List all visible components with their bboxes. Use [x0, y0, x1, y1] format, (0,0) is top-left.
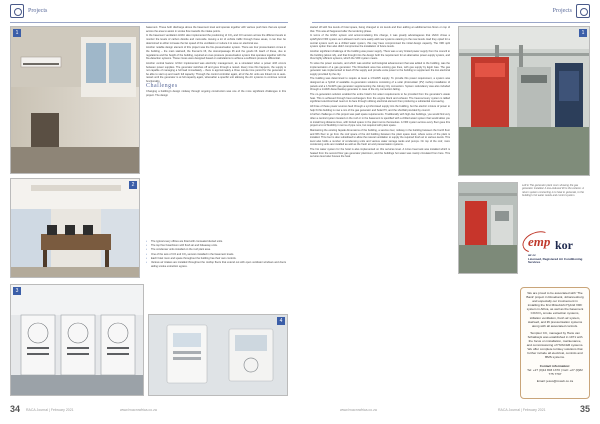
photo-caption: Left & The generator plant room showing the gas generator installed. A low-reduced tilt to the exterior. A return system connecting is to heat to generate, to the building's hot water needs and control system.: [522, 184, 584, 198]
paragraph: The building was determined to require at least a 1.5mW/h supply. To provide this power requirement, a system was designed as a hybrid of available co-generation solutions consisting of a solar photovoltaic (PV) rooftop installation of panels and a 1.5mW/h gas generator supplementing the Joburg City connection. System redundancy was also included through a 1mW/h diesel backup generator in case of the city connection failing.: [310, 77, 450, 92]
caption-bullet: • The top floor boardroom with flush air and hideaway units.: [146, 244, 286, 248]
photo-number-badge: 1: [579, 29, 587, 37]
photo-plant-room: [458, 182, 518, 274]
caption-list: [146, 240, 286, 310]
header-rule-right: [312, 22, 590, 23]
photo-boardroom: [10, 178, 140, 278]
paragraph: Changing a building's design midway through ongoing construction was one of the more significant challenges in this project. The design: [146, 90, 286, 97]
section-title-left: Projects: [28, 8, 48, 14]
advert-paragraph: We are proud to be associated with 'The Bank' project in Rosebank, Johannesburg and especially our involvement in installing the first Mitsubishi Hybrid VRF system in Africa, as well as the basement CO/CO₂ smoke extraction systems, stillation ventilation, fresh air system, stairwell, and lift pressurisation systems along with all associated controls.: [526, 291, 584, 328]
generator-photo-image: [459, 27, 590, 176]
issue-meta-right: RACA Journal | February 2021: [498, 408, 546, 412]
page-number-left: 34: [10, 404, 21, 414]
brand-subtitle: Licensed, Registered Air Conditioning Services: [528, 256, 583, 265]
magazine-logo-icon: [576, 4, 590, 18]
issue-meta-left: RACA Journal | February 2021: [26, 408, 74, 412]
photo-number-badge: 4: [277, 317, 285, 325]
boardroom-photo-image: [11, 179, 140, 278]
paragraph: In the basement ventilation HVAC also implemented the positioning of CO₂ and CO sensors across the different levels to monitor the levels of carbon dioxide and monoxide. Having a lot of vehicle traffic through these areas, it can then be determined to either increase the fan speed of the ventilation or reduce it to save on electrical use.: [146, 34, 286, 45]
paragraph: Maintaining the existing façade dimensions of the building, a service riser, midway in the building between the fourth floor and fifth floor to go from the roof space of the old building between the plant space level, where some of the plant is installed. This riser is also subsidised to allow the natural ventilation to supply the required fresh air to various levels. This level also holds a number of condensing units and various water storage tanks and pumps. On top of the roof, more condensing units are installed as well as the fresh air and pressurisation systems.: [310, 128, 450, 147]
magazine-logo-icon: [10, 4, 24, 18]
paragraph: To solve the power scenario, and which was another technological advancement that was added to the building, was the implementation of a gas generator. The Rosebank area has existing gas lines, with gas supply by Egoli Gas. The gas generator was implemented to feed off the supply and provide extra power to the building to supplement the low electrical supply provided by the city.: [310, 61, 450, 76]
challenges-heading: Challenges: [146, 83, 178, 90]
left-page: [10, 26, 290, 396]
caption-bullet: • Various air intakes are installed throughout the rooftop floors that extend out with open ventilator windows and doors aiding smoke extraction egress.: [146, 261, 286, 268]
caption-bullet: • The typical every offices are fitted with concealed ducted units.: [146, 240, 286, 244]
tempkor-advert: [520, 287, 590, 399]
photo-condenser-units: [10, 284, 144, 396]
contact-phone: Tel: +27 (0)12 803 1370 | Cell: +27 (0)82 775 7797: [527, 367, 583, 376]
paragraph: In terms of the HVAC system and accommodating this change, it was greatly advantageous that HVAC chose a split/hybrid VRF system as it allowed much more easily add new systems catering to the new levels. Had they opted for a central system such as a chilled water system, this may have compromised the initial design capacity. The VRF split system option then also didn't compromise the installation of future levels.: [310, 34, 450, 49]
brand-suffix: air cc: [528, 253, 536, 257]
paragraph: The hot water system for the hotel is also implemented on this services level. A 4-bus heat tank was installed which is heated from the second floor gas generator plantroom, and the buildings hot water was mainly circulated from here. This services level also houses the heat: [310, 148, 450, 159]
brand-tagline: [528, 254, 588, 265]
article-body-left: [146, 26, 286, 236]
photo-number-badge: 3: [13, 287, 21, 295]
section-title-right: Projects: [552, 8, 572, 14]
site-url-left[interactable]: www.hvacnrafrica.co.za: [120, 408, 157, 412]
paragraph: A further challenge on this project was paid space requirements. Traditionally with high-rise buildings, you would find very often a central system located on the roof or in the basement is specified with a chilled water system that would allow you to install long distance lines, with limited space in the plant rooms themselves. A VRF system across every floor gave this project a lot of flexibility in terms of pipe runs, but required with plant space.: [310, 113, 450, 128]
brand-name-part1: emp: [528, 234, 551, 249]
sensors-photo-image: [149, 315, 288, 396]
paragraph: All three of these power sources feed through a synchronised supply into the building, but the electric mixture of power to help fit this building is now a mix of the gas generator and Solar PV, and the shortfall provided by council.: [310, 105, 450, 112]
paragraph: started off with five levels of hotel space, being changed to six levels and then adding an additional two floors on top of that. This was all happened after the tendering phase.: [310, 26, 450, 33]
caption-bullet: • One of the sets of CO and CO₂ sensors installed in the basement levels.: [146, 253, 286, 257]
page-header: [0, 0, 600, 22]
photo-number-badge: 2: [129, 181, 137, 189]
contact-email: Email: jesus@mweb.co.za: [536, 378, 574, 383]
advert-paragraph: Tempkor CC, managed by Hans van Schalkwyk was established in 1971 with the focus on installation, maintenance, and commissioning of HVAC&R systems. We offer complete turnkey solutions that further include all electrical, controls and BMS systems.: [526, 330, 584, 360]
caption-bullet: • The condenser units installed on the roof plant area.: [146, 248, 286, 252]
header-rule-left: [10, 22, 288, 23]
photo-sensors: [148, 314, 288, 396]
tempkor-logo: [520, 232, 590, 284]
caption-bullet: • Each hotel room and space throughout the building has their own controls.: [146, 257, 286, 261]
paragraph: Another significant challenge of the building was power supply. There was a very limited power supply from the council to the building (about 4A), and that brought into the design both the requirement for an alternative power-supply system, and thus highly efficient systems, which the VRF system meets.: [310, 49, 450, 61]
site-url-right[interactable]: www.hvacnrafrica.co.za: [340, 408, 377, 412]
ceiling-photo-image: [11, 27, 140, 174]
photo-gas-generator: [458, 26, 590, 176]
page-number-right: 35: [579, 404, 590, 414]
photo-number-badge: 1: [13, 29, 21, 37]
photo-ceiling-ducted-units: [10, 26, 140, 174]
paragraph: The co-generation solution enabled the entire hotel's hot water requirements to be provided from the generator's waste heat. This is achieved through heat exchangers from the engine block and exhaust. The heat-recovery system is tallied significant electrical load need on its face through utilising electrical element then producing a substantial cost saving.: [310, 93, 450, 104]
page-footer: [0, 404, 600, 418]
plant-room-photo-image: [459, 183, 518, 274]
paragraph: Another notable design element of this project was the fire-pressurisation system. There are four pressurisation zones in the building – the main stairwell, the fireman's lift, the stores/passage lift and the goods lift. Each of these, due to regulations and the height of the building, required an over-pressure pressurisation system that operates together with the fire-detection systems. These zones were designed based on calculations to achieve a sufficient pressure differential.: [146, 46, 286, 61]
article-body-right: [310, 26, 450, 396]
paragraph: Another central feature: HVAC implemented was electricity management, as a simulated when a power shift occurs between power supplies. The generator switches off and goes through a restart. Every time this happens, the supply is not capable of managing a full load immediately – there is approximately a three minute time period for the generator to be able to start up and reach full capacity. Through the control controller again, all of the AC units are linked not to auto-restart until the generator is at full capacity again, whereafter a specific unit allowing the AC systems to continue normal functionality.: [146, 61, 286, 83]
condenser-photo-image: [11, 285, 144, 396]
brand-name-part2: kor: [555, 238, 573, 252]
paragraph: basement. These both discharge above the basement level and operate together with various push fans that are spread across the area to assist in smoke flow towards the intake points.: [146, 26, 286, 33]
contact-title: Contact information:: [539, 363, 571, 368]
